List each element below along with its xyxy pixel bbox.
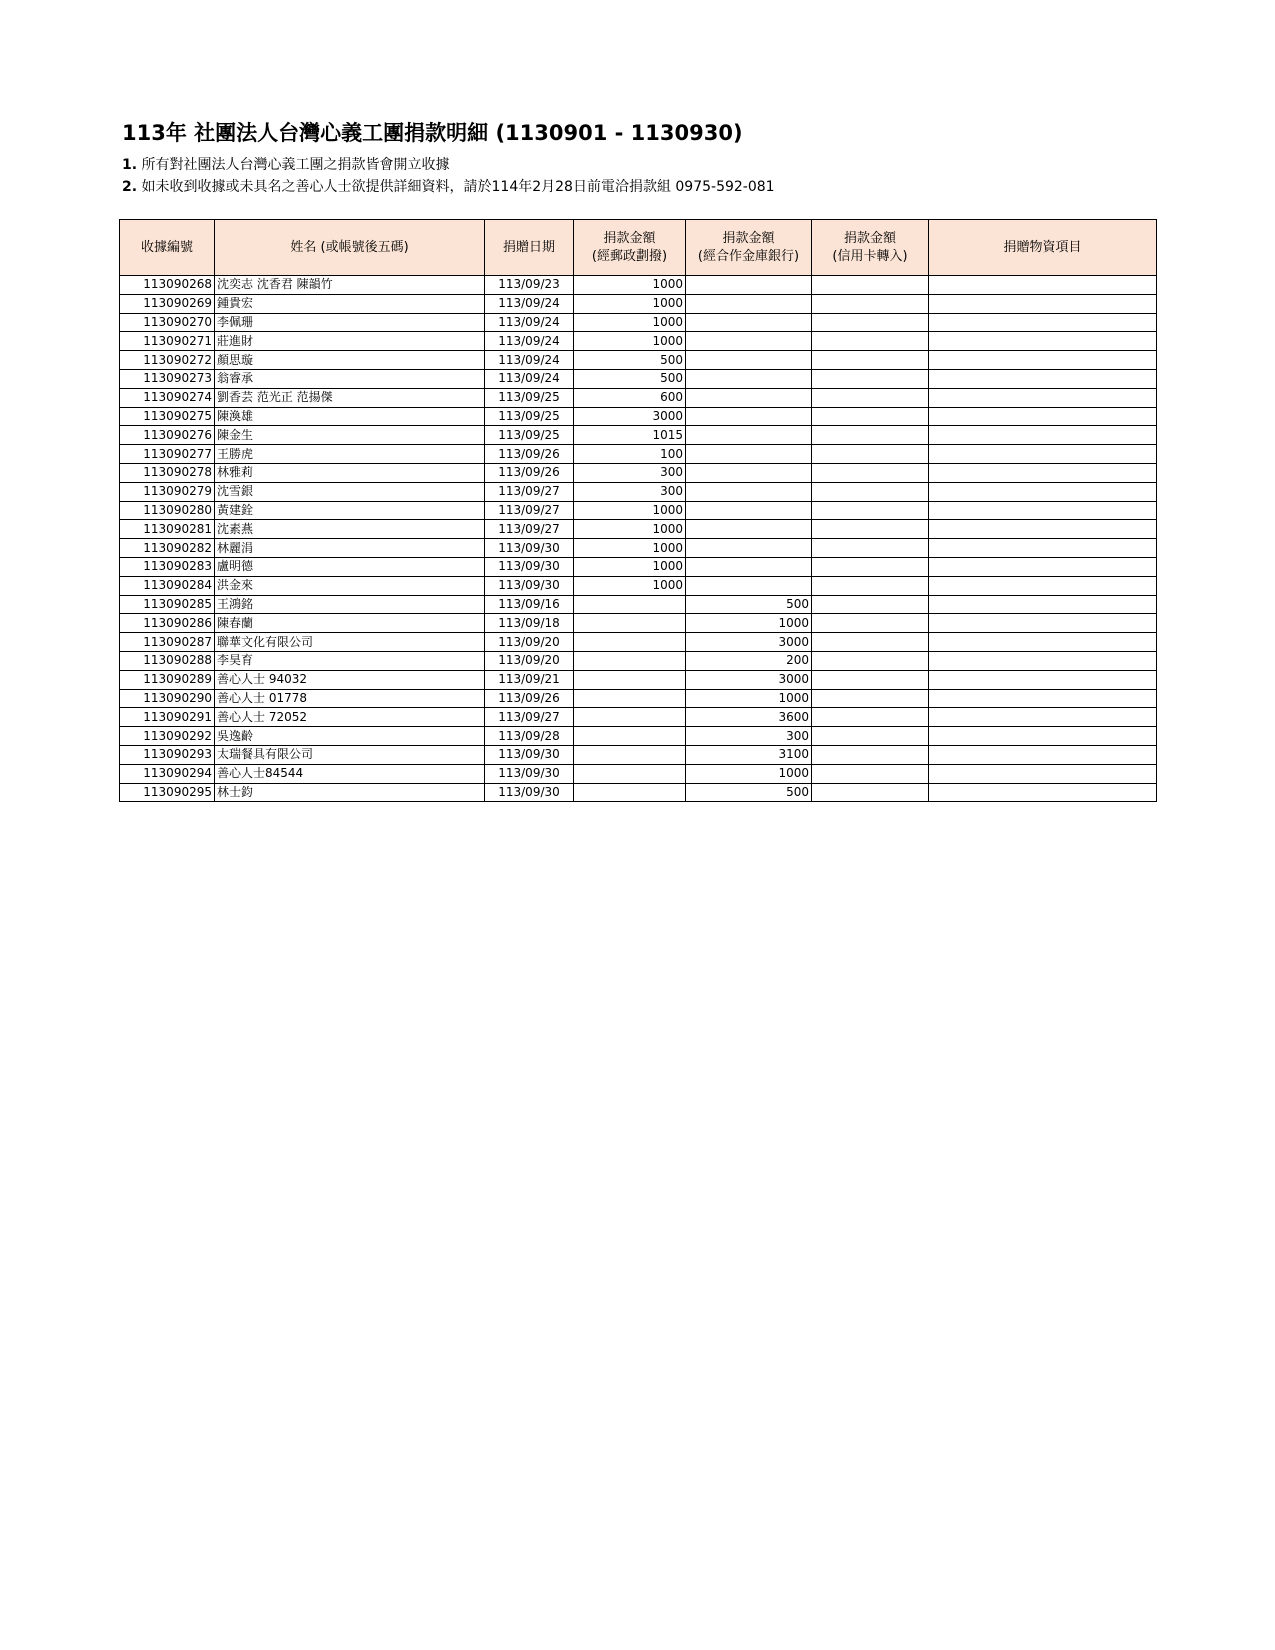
table-row xyxy=(120,501,1157,520)
donor-name-cell: 洪金來 xyxy=(215,576,485,595)
header-line: 姓名 (或帳號後五碼) xyxy=(290,239,409,255)
postal-amount-cell: 600 xyxy=(574,388,686,407)
donation-date-cell: 113/09/24 xyxy=(485,369,574,388)
table-row xyxy=(120,783,1157,802)
donation-date-cell: 113/09/27 xyxy=(485,708,574,727)
credit-card-amount-cell xyxy=(812,539,929,558)
receipt-number-cell: 113090289 xyxy=(120,670,215,689)
header-line: 捐贈物資項目 xyxy=(1003,239,1082,255)
receipt-number-cell: 113090294 xyxy=(120,764,215,783)
bank-amount-cell xyxy=(686,557,812,576)
bank-amount-cell: 3100 xyxy=(686,745,812,764)
credit-card-amount-cell xyxy=(812,689,929,708)
postal-amount-cell: 1015 xyxy=(574,426,686,445)
credit-card-amount-cell xyxy=(812,557,929,576)
donation-date-cell: 113/09/24 xyxy=(485,351,574,370)
bank-amount-cell xyxy=(686,445,812,464)
donor-name-cell: 盧明德 xyxy=(215,557,485,576)
postal-amount-header xyxy=(574,220,686,276)
bank-amount-cell xyxy=(686,426,812,445)
goods-cell xyxy=(929,633,1157,652)
postal-amount-cell: 1000 xyxy=(574,520,686,539)
receipt-number-header xyxy=(120,220,215,276)
goods-cell xyxy=(929,708,1157,727)
donation-date-cell: 113/09/24 xyxy=(485,332,574,351)
bank-amount-cell xyxy=(686,463,812,482)
credit-card-amount-cell xyxy=(812,633,929,652)
goods-header xyxy=(929,220,1157,276)
receipt-number-cell: 113090293 xyxy=(120,745,215,764)
goods-cell xyxy=(929,651,1157,670)
bank-amount-cell xyxy=(686,407,812,426)
donation-date-cell: 113/09/30 xyxy=(485,539,574,558)
note-2-number: 2. xyxy=(122,179,138,195)
donor-name-cell: 善心人士 94032 xyxy=(215,670,485,689)
bank-amount-cell xyxy=(686,520,812,539)
donor-name-cell: 王勝虎 xyxy=(215,445,485,464)
table-row xyxy=(120,614,1157,633)
bank-amount-cell xyxy=(686,501,812,520)
goods-cell xyxy=(929,482,1157,501)
receipt-number-cell: 113090287 xyxy=(120,633,215,652)
donor-name-cell: 林麗涓 xyxy=(215,539,485,558)
receipt-number-cell: 113090279 xyxy=(120,482,215,501)
note-1 xyxy=(122,154,450,174)
credit-card-amount-cell xyxy=(812,294,929,313)
postal-amount-cell xyxy=(574,764,686,783)
credit-card-amount-cell xyxy=(812,614,929,633)
table-row xyxy=(120,651,1157,670)
credit-card-amount-cell xyxy=(812,727,929,746)
credit-card-amount-cell xyxy=(812,276,929,295)
bank-amount-cell xyxy=(686,369,812,388)
donation-date-header xyxy=(485,220,574,276)
donation-date-cell: 113/09/27 xyxy=(485,482,574,501)
postal-amount-cell: 500 xyxy=(574,369,686,388)
donor-name-cell: 聯華文化有限公司 xyxy=(215,633,485,652)
donor-name-cell: 黃建銓 xyxy=(215,501,485,520)
goods-cell xyxy=(929,745,1157,764)
bank-amount-cell: 1000 xyxy=(686,689,812,708)
table-row xyxy=(120,764,1157,783)
donor-name-cell: 劉香芸 范光正 范揚傑 xyxy=(215,388,485,407)
table-row xyxy=(120,369,1157,388)
table-row xyxy=(120,727,1157,746)
receipt-number-cell: 113090275 xyxy=(120,407,215,426)
donor-name-cell: 林士鈞 xyxy=(215,783,485,802)
credit-card-amount-cell xyxy=(812,745,929,764)
bank-amount-cell xyxy=(686,351,812,370)
bank-amount-cell: 1000 xyxy=(686,764,812,783)
goods-cell xyxy=(929,576,1157,595)
postal-amount-cell: 500 xyxy=(574,351,686,370)
donor-name-cell: 陳金生 xyxy=(215,426,485,445)
credit-card-amount-cell xyxy=(812,388,929,407)
postal-amount-cell: 3000 xyxy=(574,407,686,426)
donor-name-header xyxy=(215,220,485,276)
bank-amount-cell xyxy=(686,539,812,558)
receipt-number-cell: 113090282 xyxy=(120,539,215,558)
receipt-number-cell: 113090273 xyxy=(120,369,215,388)
donor-name-cell: 顏思璇 xyxy=(215,351,485,370)
donation-date-cell: 113/09/16 xyxy=(485,595,574,614)
donor-name-cell: 太瑞餐具有限公司 xyxy=(215,745,485,764)
donation-date-cell: 113/09/30 xyxy=(485,576,574,595)
donor-name-cell: 陳渙雄 xyxy=(215,407,485,426)
postal-amount-cell: 1000 xyxy=(574,294,686,313)
donor-name-cell: 李佩珊 xyxy=(215,313,485,332)
table-row xyxy=(120,276,1157,295)
note-1-number: 1. xyxy=(122,157,138,173)
credit-card-amount-cell xyxy=(812,351,929,370)
donor-name-cell: 善心人士84544 xyxy=(215,764,485,783)
bank-amount-cell: 3600 xyxy=(686,708,812,727)
goods-cell xyxy=(929,783,1157,802)
donor-name-cell: 林雅莉 xyxy=(215,463,485,482)
goods-cell xyxy=(929,313,1157,332)
credit-card-amount-cell xyxy=(812,482,929,501)
table-row xyxy=(120,407,1157,426)
postal-amount-cell xyxy=(574,783,686,802)
donor-name-cell: 翁睿承 xyxy=(215,369,485,388)
receipt-number-cell: 113090285 xyxy=(120,595,215,614)
receipt-number-cell: 113090271 xyxy=(120,332,215,351)
postal-amount-cell: 300 xyxy=(574,482,686,501)
goods-cell xyxy=(929,670,1157,689)
postal-amount-cell xyxy=(574,614,686,633)
table-row xyxy=(120,745,1157,764)
header-line: 捐贈日期 xyxy=(502,239,555,255)
credit-card-amount-cell xyxy=(812,463,929,482)
postal-amount-cell: 1000 xyxy=(574,332,686,351)
credit-card-amount-cell xyxy=(812,313,929,332)
donation-date-cell: 113/09/30 xyxy=(485,783,574,802)
note-1-text: 所有對社團法人台灣心義工團之捐款皆會開立收據 xyxy=(137,157,450,173)
receipt-number-cell: 113090280 xyxy=(120,501,215,520)
note-2 xyxy=(122,176,775,196)
table-row xyxy=(120,557,1157,576)
header-line: 捐款金額 xyxy=(843,230,896,246)
goods-cell xyxy=(929,557,1157,576)
postal-amount-cell: 1000 xyxy=(574,557,686,576)
donation-date-cell: 113/09/26 xyxy=(485,689,574,708)
postal-amount-cell xyxy=(574,651,686,670)
credit-card-amount-cell xyxy=(812,670,929,689)
receipt-number-cell: 113090269 xyxy=(120,294,215,313)
postal-amount-cell xyxy=(574,727,686,746)
goods-cell xyxy=(929,276,1157,295)
postal-amount-cell xyxy=(574,595,686,614)
donor-name-cell: 陳春蘭 xyxy=(215,614,485,633)
postal-amount-cell: 1000 xyxy=(574,313,686,332)
credit-card-amount-cell xyxy=(812,595,929,614)
bank-amount-cell: 3000 xyxy=(686,670,812,689)
donor-name-cell: 沈奕志 沈香君 陳韻竹 xyxy=(215,276,485,295)
bank-amount-cell: 500 xyxy=(686,783,812,802)
receipt-number-cell: 113090277 xyxy=(120,445,215,464)
donor-name-cell: 李昊育 xyxy=(215,651,485,670)
bank-amount-cell: 1000 xyxy=(686,614,812,633)
receipt-number-cell: 113090278 xyxy=(120,463,215,482)
receipt-number-cell: 113090283 xyxy=(120,557,215,576)
donation-date-cell: 113/09/21 xyxy=(485,670,574,689)
donor-name-cell: 吳逸齡 xyxy=(215,727,485,746)
donation-date-cell: 113/09/20 xyxy=(485,633,574,652)
receipt-number-cell: 113090288 xyxy=(120,651,215,670)
postal-amount-cell: 100 xyxy=(574,445,686,464)
table-row xyxy=(120,426,1157,445)
donor-name-cell: 善心人士 72052 xyxy=(215,708,485,727)
goods-cell xyxy=(929,351,1157,370)
postal-amount-cell xyxy=(574,745,686,764)
goods-cell xyxy=(929,539,1157,558)
postal-amount-cell: 1000 xyxy=(574,501,686,520)
credit-card-amount-cell xyxy=(812,332,929,351)
goods-cell xyxy=(929,614,1157,633)
table-row xyxy=(120,633,1157,652)
donor-name-cell: 善心人士 01778 xyxy=(215,689,485,708)
bank-amount-cell: 300 xyxy=(686,727,812,746)
goods-cell xyxy=(929,520,1157,539)
goods-cell xyxy=(929,463,1157,482)
donation-date-cell: 113/09/28 xyxy=(485,727,574,746)
donor-name-cell: 鍾貴宏 xyxy=(215,294,485,313)
receipt-number-cell: 113090292 xyxy=(120,727,215,746)
header-line: (信用卡轉入) xyxy=(832,248,908,264)
credit-card-amount-cell xyxy=(812,520,929,539)
table-row xyxy=(120,708,1157,727)
table-row xyxy=(120,689,1157,708)
table-row xyxy=(120,332,1157,351)
receipt-number-cell: 113090291 xyxy=(120,708,215,727)
credit-card-amount-cell xyxy=(812,445,929,464)
header-line: 捐款金額 xyxy=(603,230,656,246)
postal-amount-cell: 1000 xyxy=(574,276,686,295)
donation-date-cell: 113/09/24 xyxy=(485,313,574,332)
table-row xyxy=(120,388,1157,407)
postal-amount-cell xyxy=(574,689,686,708)
credit-card-amount-cell xyxy=(812,369,929,388)
donation-date-cell: 113/09/20 xyxy=(485,651,574,670)
postal-amount-cell xyxy=(574,670,686,689)
postal-amount-cell: 1000 xyxy=(574,539,686,558)
table-row xyxy=(120,482,1157,501)
header-line: (經郵政劃撥) xyxy=(591,248,668,264)
bank-amount-cell xyxy=(686,576,812,595)
donation-date-cell: 113/09/30 xyxy=(485,764,574,783)
table-body xyxy=(120,276,1157,802)
table-row xyxy=(120,576,1157,595)
donation-date-cell: 113/09/26 xyxy=(485,445,574,464)
header-line: 捐款金額 xyxy=(722,230,775,246)
goods-cell xyxy=(929,727,1157,746)
credit-card-amount-cell xyxy=(812,708,929,727)
bank-amount-header xyxy=(686,220,812,276)
bank-amount-cell xyxy=(686,332,812,351)
postal-amount-cell xyxy=(574,633,686,652)
credit-card-amount-cell xyxy=(812,407,929,426)
receipt-number-cell: 113090284 xyxy=(120,576,215,595)
postal-amount-cell: 1000 xyxy=(574,576,686,595)
receipt-number-cell: 113090268 xyxy=(120,276,215,295)
credit-card-amount-cell xyxy=(812,764,929,783)
bank-amount-cell xyxy=(686,388,812,407)
goods-cell xyxy=(929,764,1157,783)
table-row xyxy=(120,463,1157,482)
donation-date-cell: 113/09/27 xyxy=(485,501,574,520)
table-row xyxy=(120,313,1157,332)
table-row xyxy=(120,595,1157,614)
bank-amount-cell: 3000 xyxy=(686,633,812,652)
bank-amount-cell: 500 xyxy=(686,595,812,614)
table-row xyxy=(120,445,1157,464)
donation-date-cell: 113/09/25 xyxy=(485,407,574,426)
donation-date-cell: 113/09/30 xyxy=(485,557,574,576)
donation-table xyxy=(119,219,1157,802)
receipt-number-cell: 113090272 xyxy=(120,351,215,370)
credit-card-amount-cell xyxy=(812,576,929,595)
goods-cell xyxy=(929,595,1157,614)
goods-cell xyxy=(929,388,1157,407)
goods-cell xyxy=(929,501,1157,520)
page-title: 113年 社團法人台灣心義工團捐款明細 (1130901 - 1130930) xyxy=(122,121,743,145)
table-row xyxy=(120,294,1157,313)
receipt-number-cell: 113090290 xyxy=(120,689,215,708)
receipt-number-cell: 113090270 xyxy=(120,313,215,332)
goods-cell xyxy=(929,294,1157,313)
donation-date-cell: 113/09/23 xyxy=(485,276,574,295)
table-row xyxy=(120,351,1157,370)
table-row xyxy=(120,670,1157,689)
receipt-number-cell: 113090276 xyxy=(120,426,215,445)
donation-date-cell: 113/09/25 xyxy=(485,426,574,445)
donation-date-cell: 113/09/25 xyxy=(485,388,574,407)
donation-date-cell: 113/09/18 xyxy=(485,614,574,633)
receipt-number-cell: 113090274 xyxy=(120,388,215,407)
bank-amount-cell: 200 xyxy=(686,651,812,670)
credit-card-amount-cell xyxy=(812,426,929,445)
credit-card-amount-cell xyxy=(812,651,929,670)
receipt-number-cell: 113090286 xyxy=(120,614,215,633)
donation-date-cell: 113/09/30 xyxy=(485,745,574,764)
goods-cell xyxy=(929,369,1157,388)
receipt-number-cell: 113090295 xyxy=(120,783,215,802)
goods-cell xyxy=(929,426,1157,445)
note-2-text: 如未收到收據或未具名之善心人士欲提供詳細資料，請於114年2月28日前電洽捐款組 0975-592-081 xyxy=(137,179,775,195)
bank-amount-cell xyxy=(686,482,812,501)
credit-card-amount-header xyxy=(812,220,929,276)
receipt-number-cell: 113090281 xyxy=(120,520,215,539)
table-row xyxy=(120,539,1157,558)
table-row xyxy=(120,520,1157,539)
donor-name-cell: 沈素燕 xyxy=(215,520,485,539)
donation-date-cell: 113/09/26 xyxy=(485,463,574,482)
bank-amount-cell xyxy=(686,276,812,295)
header-line: (經合作金庫銀行) xyxy=(697,248,800,264)
credit-card-amount-cell xyxy=(812,783,929,802)
goods-cell xyxy=(929,332,1157,351)
bank-amount-cell xyxy=(686,294,812,313)
header-line: 收據編號 xyxy=(140,239,193,255)
donor-name-cell: 莊進財 xyxy=(215,332,485,351)
goods-cell xyxy=(929,445,1157,464)
bank-amount-cell xyxy=(686,313,812,332)
postal-amount-cell: 300 xyxy=(574,463,686,482)
goods-cell xyxy=(929,407,1157,426)
goods-cell xyxy=(929,689,1157,708)
donation-date-cell: 113/09/24 xyxy=(485,294,574,313)
table-header-row xyxy=(120,220,1157,276)
donor-name-cell: 沈雪銀 xyxy=(215,482,485,501)
donation-date-cell: 113/09/27 xyxy=(485,520,574,539)
credit-card-amount-cell xyxy=(812,501,929,520)
donor-name-cell: 王鴻銘 xyxy=(215,595,485,614)
postal-amount-cell xyxy=(574,708,686,727)
